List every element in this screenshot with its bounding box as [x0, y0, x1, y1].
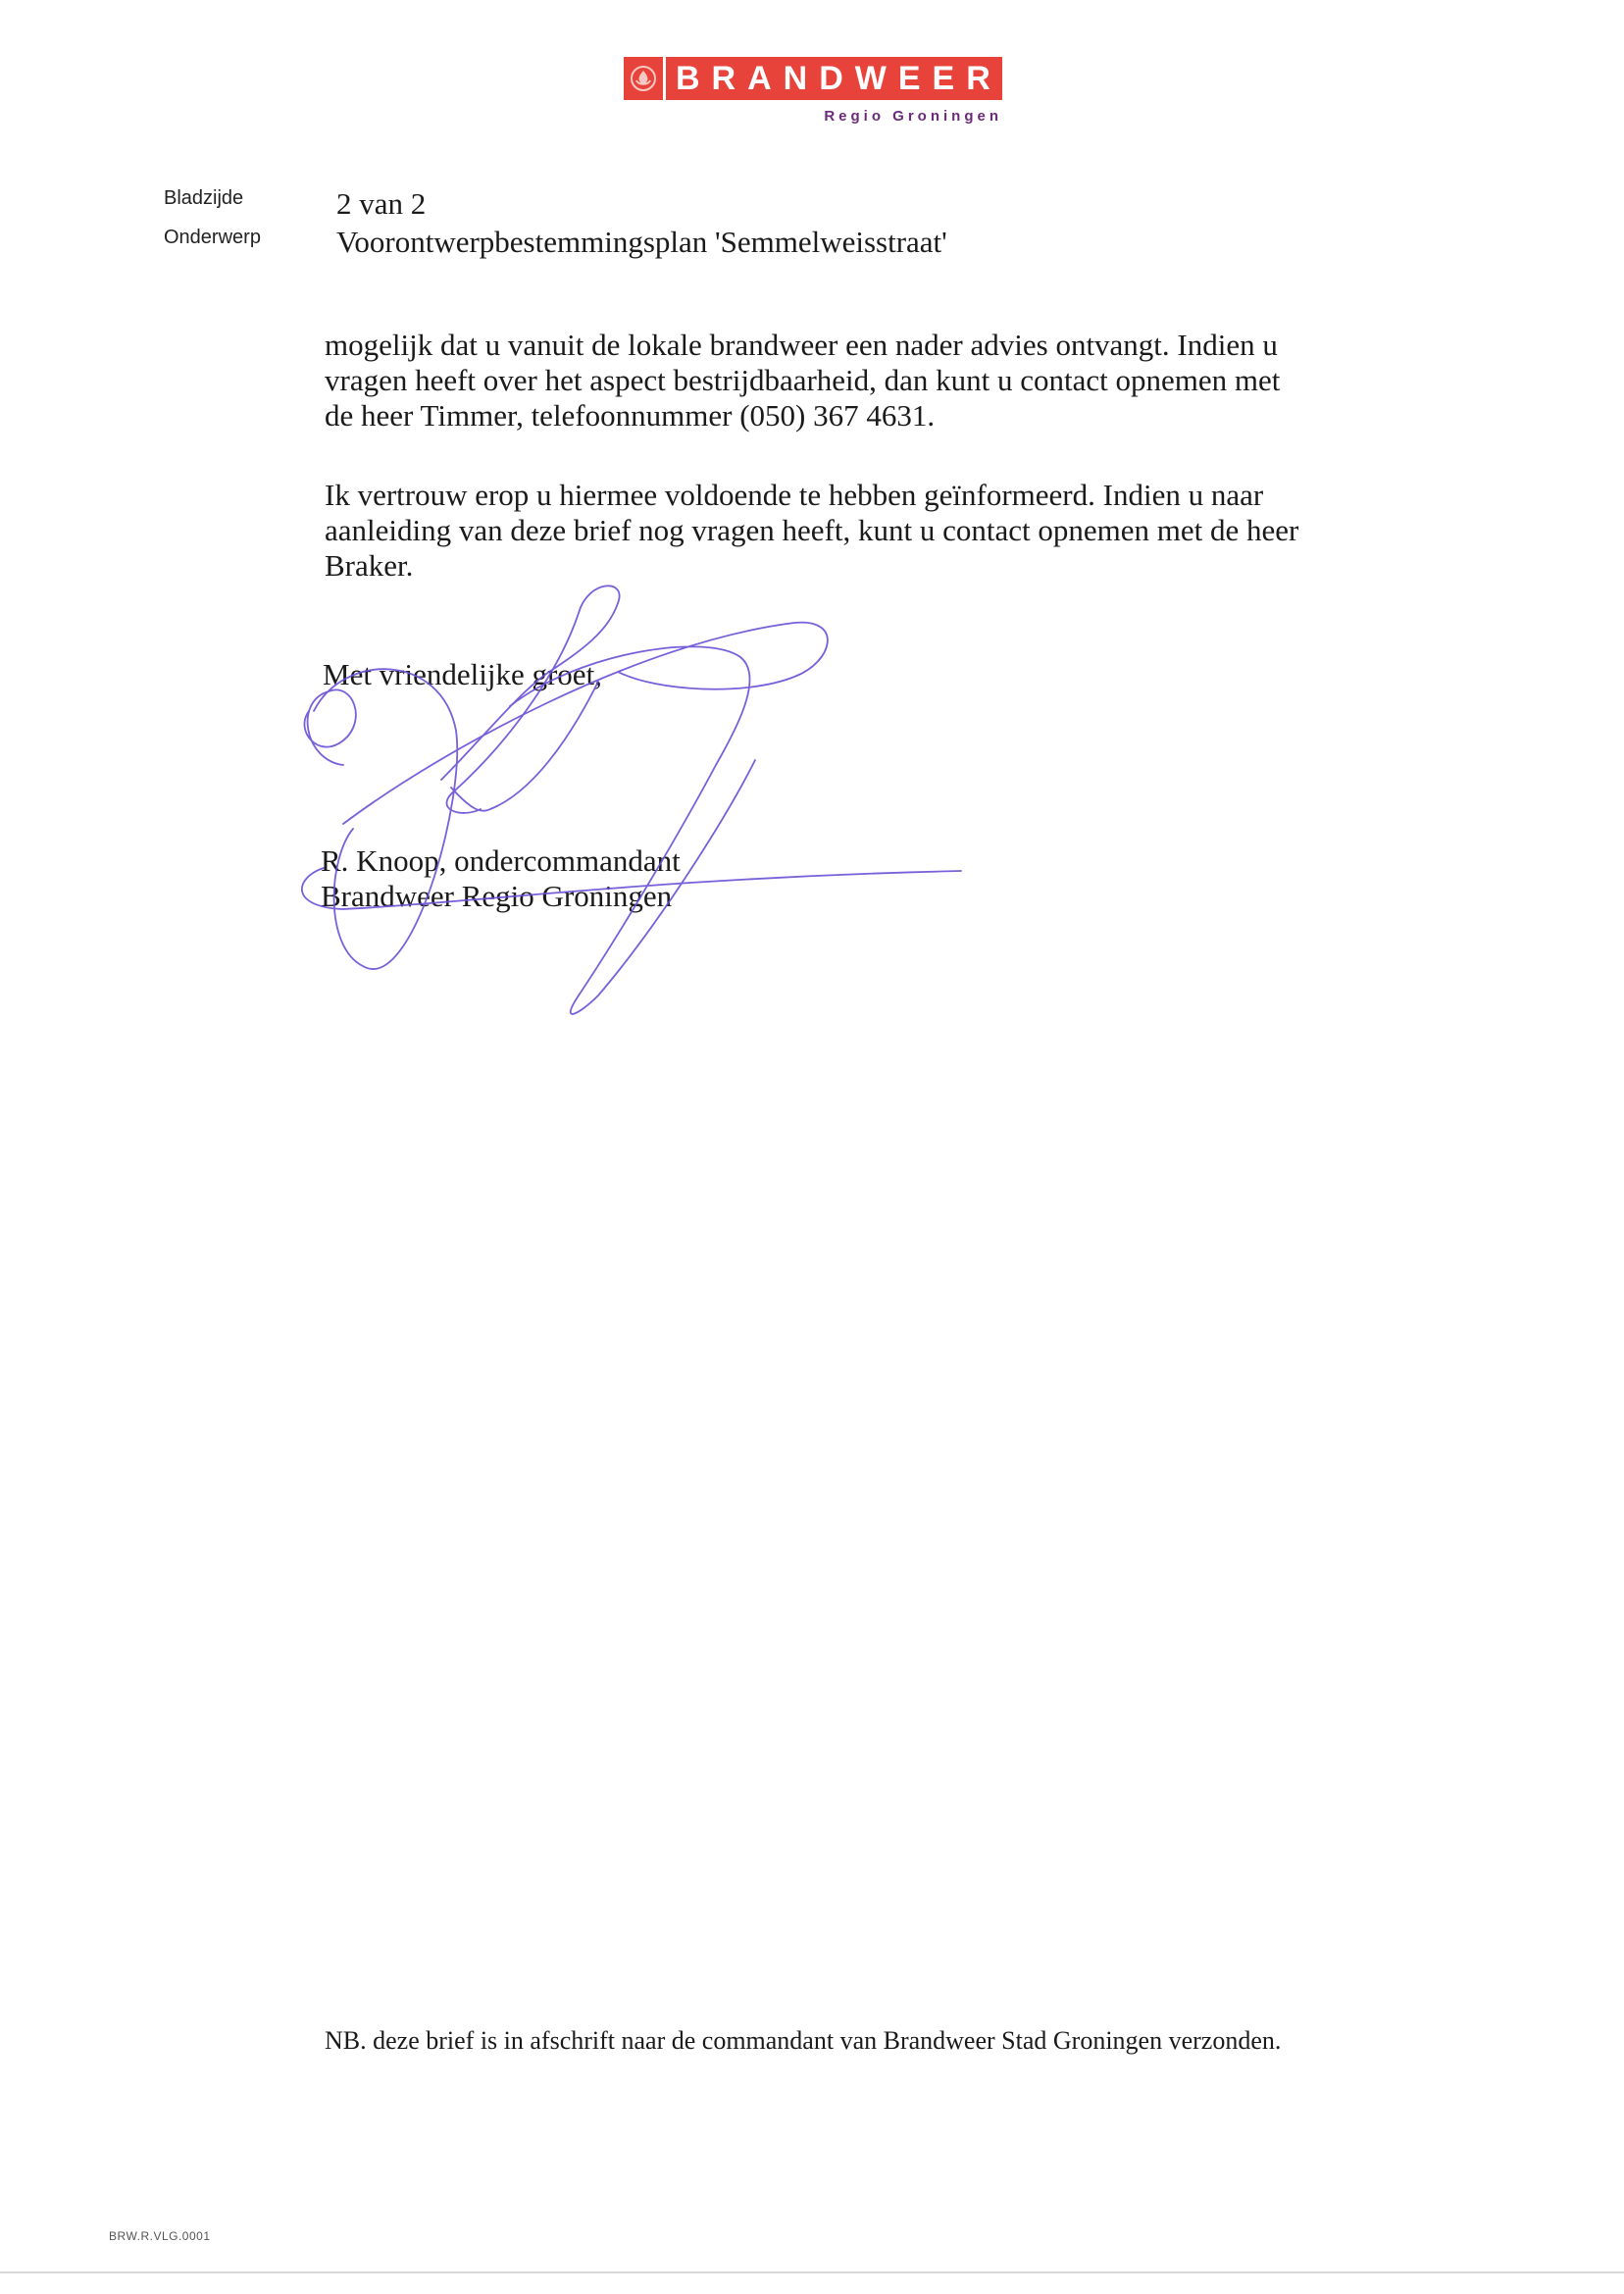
- flame-emblem-icon: [624, 57, 666, 100]
- form-code: BRW.R.VLG.0001: [109, 2229, 211, 2243]
- signer-name: R. Knoop, ondercommandant: [321, 843, 681, 878]
- paragraph-line: mogelijk dat u vanuit de lokale brandweer een nader advies ontvangt. Indien u: [325, 328, 1278, 362]
- logo-bar: [624, 57, 1002, 100]
- closing-greeting: Met vriendelijke groet,: [323, 657, 602, 691]
- logo-brand-text: BRANDWEER: [676, 60, 1002, 97]
- paragraph-line: aanleiding van deze brief nog vragen heeft, kunt u contact opnemen met de heer: [325, 513, 1299, 547]
- body-paragraph-2: [325, 478, 1384, 584]
- bottom-divider: [0, 2271, 1624, 2273]
- footnote-nb: NB. deze brief is in afschrift naar de commandant van Brandweer Stad Groningen verzonden.: [325, 2026, 1282, 2055]
- brandweer-logo: [624, 57, 1002, 125]
- paragraph-line: Ik vertrouw erop u hiermee voldoende te hebben geïnformeerd. Indien u naar: [325, 478, 1264, 512]
- page-label: Bladzijde: [164, 187, 244, 209]
- paragraph-line: de heer Timmer, telefoonnummer (050) 367 4631.: [325, 398, 936, 433]
- signer-organization: Brandweer Regio Groningen: [321, 879, 673, 913]
- subject-label: Onderwerp: [164, 227, 261, 248]
- handwritten-signature: [284, 584, 990, 1035]
- paragraph-line: vragen heeft over het aspect bestrijdbaarheid, dan kunt u contact opnemen met: [325, 363, 1281, 397]
- body-paragraph-1: [325, 328, 1384, 433]
- logo-region-text: Regio Groningen: [824, 108, 1002, 125]
- page-value: 2 van 2: [336, 186, 427, 221]
- subject-value: Voorontwerpbestemmingsplan 'Semmelweisstraat': [336, 225, 947, 259]
- paragraph-line: Braker.: [325, 548, 414, 583]
